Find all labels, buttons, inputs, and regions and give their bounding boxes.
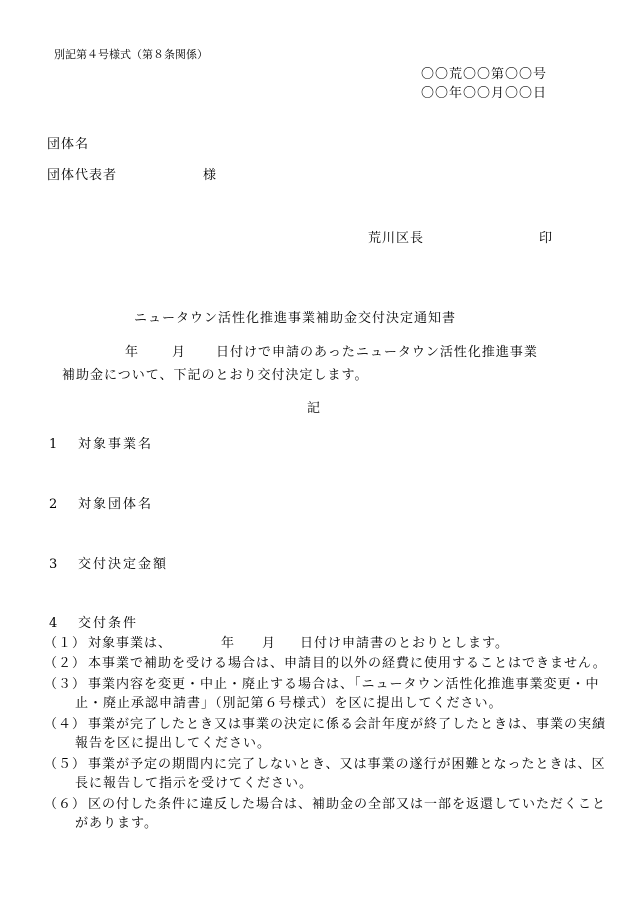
section-1-label: 対象事業名 bbox=[78, 437, 154, 452]
honorific: 様 bbox=[203, 168, 218, 183]
condition-4-number: （４） bbox=[44, 717, 87, 732]
body-line1: 日付けで申請のあったニュータウン活性化推進事業 bbox=[216, 345, 538, 360]
seal-mark: 印 bbox=[539, 231, 554, 246]
condition-3-number: （３） bbox=[44, 677, 87, 692]
ki-heading: 記 bbox=[307, 401, 322, 416]
condition-5-text-line1: 事業が予定の期間内に完了しないとき、又は事業の遂行が困難となったときは、区 bbox=[88, 757, 606, 772]
section-4-label: 交付条件 bbox=[78, 616, 139, 631]
body-line2: 補助金について、下記のとおり交付決定します。 bbox=[62, 368, 369, 383]
condition-2-number: （２） bbox=[44, 656, 87, 671]
form-reference: 別記第４号様式（第８条関係） bbox=[54, 48, 208, 61]
condition-1-year: 年 bbox=[221, 636, 236, 651]
document-date: 〇〇年〇〇月〇〇日 bbox=[421, 86, 548, 101]
condition-5-number: （５） bbox=[44, 757, 87, 772]
body-year-label: 年 bbox=[125, 345, 140, 360]
condition-3-text-line2: 止・廃止承認申請書」（別記第６号様式）を区に提出してください。 bbox=[75, 696, 503, 711]
section-4-number: 4 bbox=[49, 616, 59, 631]
condition-6-text-line1: 区の付した条件に違反した場合は、補助金の全部又は一部を返還していただくこと bbox=[88, 797, 607, 812]
issuer-name: 荒川区長 bbox=[368, 231, 425, 246]
section-1-number: 1 bbox=[49, 437, 59, 452]
condition-2-text: 本事業で補助を受ける場合は、申請目的以外の経費に使用することはできません。 bbox=[88, 656, 607, 671]
condition-1-month: 月 bbox=[262, 636, 277, 651]
body-month-label: 月 bbox=[172, 345, 187, 360]
condition-6-number: （６） bbox=[44, 797, 87, 812]
condition-6-text-line2: があります。 bbox=[75, 816, 158, 831]
condition-1-text-end: 日付け申請書のとおりとします。 bbox=[300, 636, 509, 651]
condition-1-text: 対象事業は、 bbox=[88, 636, 173, 651]
section-3-label: 交付決定金額 bbox=[78, 557, 169, 572]
condition-5-text-line2: 長に報告して指示を受けてください。 bbox=[75, 776, 314, 791]
document-number: 〇〇荒〇〇第〇〇号 bbox=[421, 67, 548, 82]
representative-label: 団体代表者 bbox=[47, 168, 118, 183]
section-3-number: 3 bbox=[49, 557, 59, 572]
document-title: ニュータウン活性化推進事業補助金交付決定通知書 bbox=[134, 311, 457, 326]
section-2-number: 2 bbox=[49, 497, 59, 512]
condition-3-text-line1: 事業内容を変更・中止・廃止する場合は、「ニュータウン活性化推進事業変更・中 bbox=[88, 677, 600, 692]
section-2-label: 対象団体名 bbox=[78, 497, 154, 512]
condition-1-number: （１） bbox=[44, 636, 87, 651]
condition-4-text-line1: 事業が完了したとき又は事業の決定に係る会計年度が終了したときは、事業の実績 bbox=[88, 717, 607, 732]
organization-label: 団体名 bbox=[47, 137, 90, 152]
condition-4-text-line2: 報告を区に提出してください。 bbox=[75, 736, 272, 751]
